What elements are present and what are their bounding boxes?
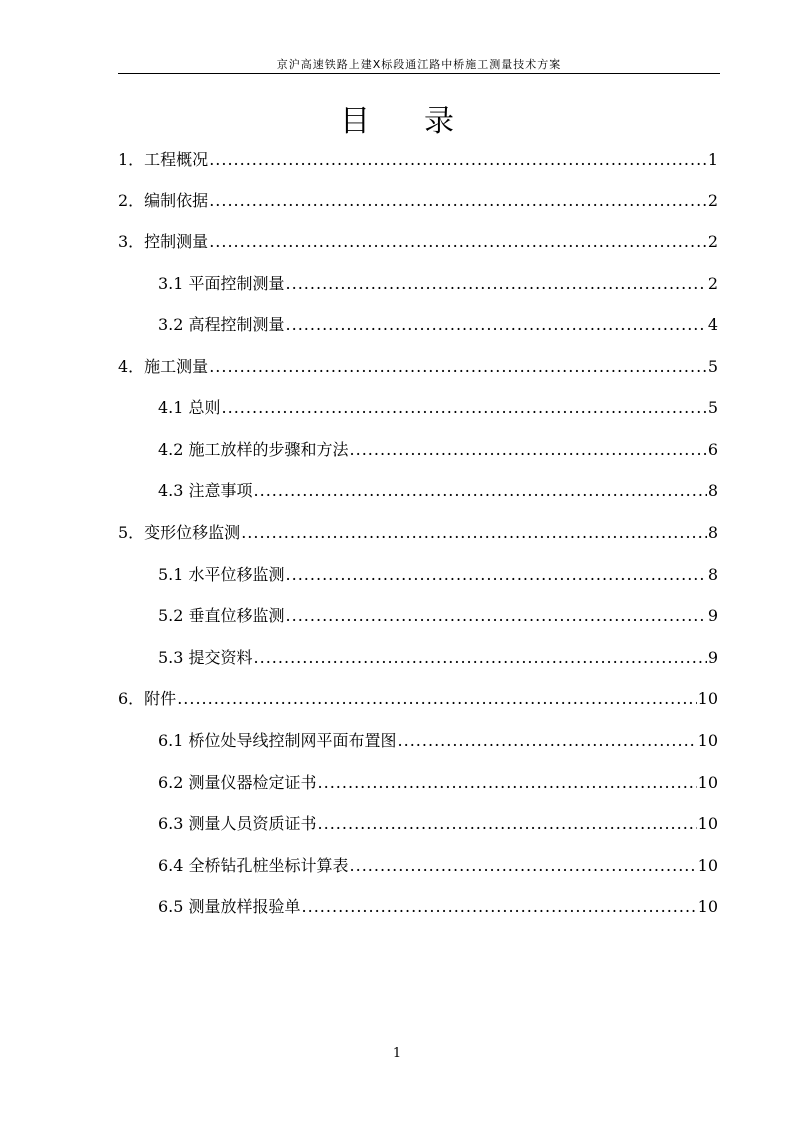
toc-entry-5-1[interactable] xyxy=(158,565,718,585)
toc-entry-6[interactable] xyxy=(118,689,718,709)
toc-leader-dots xyxy=(398,731,697,751)
toc-entry-page: 2 xyxy=(707,232,718,251)
toc-entry-label: 4．施工测量 xyxy=(118,357,209,376)
toc-leader-dots xyxy=(286,606,707,626)
toc-title: 目录 xyxy=(340,104,508,139)
toc-entry-5-3[interactable] xyxy=(158,648,718,668)
toc-entry-3-1[interactable] xyxy=(158,274,718,294)
toc-entry-label: 2．编制依据 xyxy=(118,191,209,210)
toc-entry-label: 6.3 测量人员资质证书 xyxy=(158,814,317,833)
toc-entry-label: 5.2 垂直位移监测 xyxy=(158,606,285,625)
toc-leader-dots xyxy=(318,773,697,793)
toc-entry-label: 6.2 测量仪器检定证书 xyxy=(158,773,317,792)
toc-entry-6-2[interactable] xyxy=(158,773,718,793)
toc-entry-page: 2 xyxy=(707,191,718,210)
toc-entry-label: 6.5 测量放样报验单 xyxy=(158,897,301,916)
toc-entry-label: 5．变形位移监测 xyxy=(118,523,241,542)
toc-entry-5-2[interactable] xyxy=(158,606,718,626)
toc-entry-page: 9 xyxy=(707,648,718,667)
toc-entry-6-4[interactable] xyxy=(158,856,718,876)
toc-entry-page: 10 xyxy=(697,689,718,708)
toc-leader-dots xyxy=(286,565,707,585)
toc-entry-page: 2 xyxy=(707,274,718,293)
toc-entry-page: 5 xyxy=(707,357,718,376)
toc-leader-dots xyxy=(254,648,707,668)
toc-leader-dots xyxy=(209,150,707,170)
page-number: 1 xyxy=(392,1046,402,1061)
toc-entry-page: 4 xyxy=(707,315,718,334)
toc-entry-label: 3.2 高程控制测量 xyxy=(158,315,285,334)
toc-entry-6-1[interactable] xyxy=(158,731,718,751)
toc-entry-page: 8 xyxy=(707,481,718,500)
toc-entry-6-5[interactable] xyxy=(158,897,718,917)
toc-entry-page: 10 xyxy=(697,773,718,792)
toc-entry-label: 1．工程概况 xyxy=(118,150,209,169)
toc-entry-page: 10 xyxy=(697,814,718,833)
toc-entry-label: 4.2 施工放样的步骤和方法 xyxy=(158,440,349,459)
toc-entry-page: 8 xyxy=(707,565,718,584)
toc-entry-label: 3．控制测量 xyxy=(118,232,209,251)
toc-entry-label: 5.1 水平位移监测 xyxy=(158,565,285,584)
toc-entry-page: 8 xyxy=(707,523,718,542)
toc-entry-label: 4.3 注意事项 xyxy=(158,481,253,500)
toc-leader-dots xyxy=(209,191,707,211)
toc-leader-dots xyxy=(209,232,707,252)
toc-entry-label: 6．附件 xyxy=(118,689,177,708)
toc-entry-page: 6 xyxy=(707,440,718,459)
toc-leader-dots xyxy=(241,523,707,543)
toc-entry-4-2[interactable] xyxy=(158,440,718,460)
toc-entry-page: 9 xyxy=(707,606,718,625)
toc-entry-page: 1 xyxy=(707,150,718,169)
toc-entry-label: 4.1 总则 xyxy=(158,398,221,417)
toc-leader-dots xyxy=(222,398,707,418)
toc-leader-dots xyxy=(209,357,707,377)
toc-leader-dots xyxy=(318,814,697,834)
toc-entry-label: 6.1 桥位处导线控制网平面布置图 xyxy=(158,731,397,750)
running-header: 京沪高速铁路上建X标段通江路中桥施工测量技术方案 xyxy=(276,58,562,71)
toc-entry-5[interactable] xyxy=(118,523,718,543)
toc-entry-page: 10 xyxy=(697,897,718,916)
toc-entry-page: 10 xyxy=(697,856,718,875)
toc-leader-dots xyxy=(177,689,696,709)
toc-entry-4[interactable] xyxy=(118,357,718,377)
toc-entry-3-2[interactable] xyxy=(158,315,718,335)
toc-entry-4-3[interactable] xyxy=(158,481,718,501)
toc-entry-page: 5 xyxy=(707,398,718,417)
toc-leader-dots xyxy=(302,897,697,917)
toc-leader-dots xyxy=(286,274,707,294)
toc-leader-dots xyxy=(286,315,707,335)
toc-entry-1[interactable] xyxy=(118,150,718,170)
toc-entry-page: 10 xyxy=(697,731,718,750)
toc-leader-dots xyxy=(254,481,707,501)
toc-entry-4-1[interactable] xyxy=(158,398,718,418)
toc-entry-3[interactable] xyxy=(118,232,718,252)
toc-entry-label: 6.4 全桥钻孔桩坐标计算表 xyxy=(158,856,349,875)
toc-entry-label: 3.1 平面控制测量 xyxy=(158,274,285,293)
toc-entry-6-3[interactable] xyxy=(158,814,718,834)
toc-entry-2[interactable] xyxy=(118,191,718,211)
toc-entry-label: 5.3 提交资料 xyxy=(158,648,253,667)
toc-leader-dots xyxy=(350,440,707,460)
toc-leader-dots xyxy=(350,856,697,876)
